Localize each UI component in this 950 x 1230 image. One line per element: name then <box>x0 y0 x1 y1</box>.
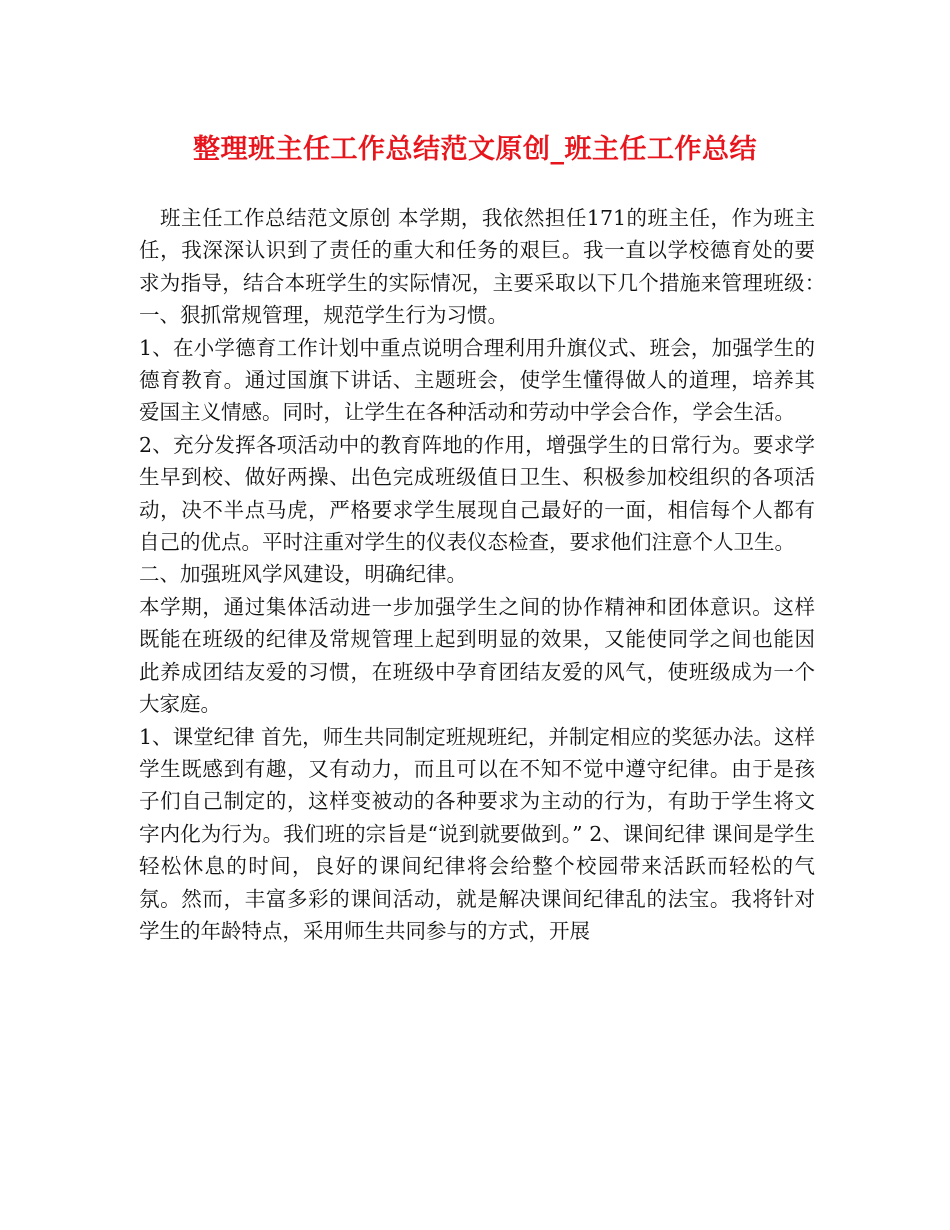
paragraph-item-1: 1、在小学德育工作计划中重点说明合理利用升旗仪式、班会，加强学生的德育教育。通过国旗下讲话、主题班会，使学生懂得做人的道理，培养其爱国主义情感。同时，让学生在各种活动和劳动中学会合作，学会生活。 <box>139 335 815 425</box>
paragraph-item-2: 2、充分发挥各项活动中的教育阵地的作用，增强学生的日常行为。要求学生早到校、做好两操、出色完成班级值日卫生、积极参加校组织的各项活动，决不半点马虎，严格要求学生展现自己最好的一面，相信每个人都有自己的优点。平时注重对学生的仪表仪态检查，要求他们注意个人卫生。 <box>139 432 815 555</box>
paragraph-discipline: 1、课堂纪律 首先，师生共同制定班规班纪，并制定相应的奖惩办法。这样学生既感到有趣，又有动力，而且可以在不知不觉中遵守纪律。由于是孩子们自己制定的，这样变被动的各种要求为主动的行为，有助于学生将文字内化为行为。我们班的宗旨是“说到就要做到。” 2、课间纪律 课间是学生轻松休息的时间，良好的课间纪律将会给整个校园带来活跃而轻松的气氛。然而，丰富多彩的课间活动，就是解决课间纪律乱的法宝。我将针对学生的年龄特点，采用师生共同参与的方式，开展 <box>139 724 815 943</box>
document-title: 整理班主任工作总结范文原创_班主任工作总结 <box>193 134 757 165</box>
section-heading-2: 二、加强班风学风建设，明确纪律。 <box>139 562 467 587</box>
paragraph-intro: 班主任工作总结范文原创 本学期，我依然担任171的班主任，作为班主任，我深深认识到了责任的重大和任务的艰巨。我一直以学校德育处的要求为指导，结合本班学生的实际情况，主要采取以下几个措施来管理班级： 一、狠抓常规管理，规范学生行为习惯。 <box>139 206 836 328</box>
document-body <box>139 202 836 947</box>
paragraph-section-2: 本学期，通过集体活动进一步加强学生之间的协作精神和团体意识。这样既能在班级的纪律及常规管理上起到明显的效果，又能使同学之间也能因此养成团结友爱的习惯，在班级中孕育团结友爱的风气，使班级成为一个大家庭。 <box>139 594 815 717</box>
